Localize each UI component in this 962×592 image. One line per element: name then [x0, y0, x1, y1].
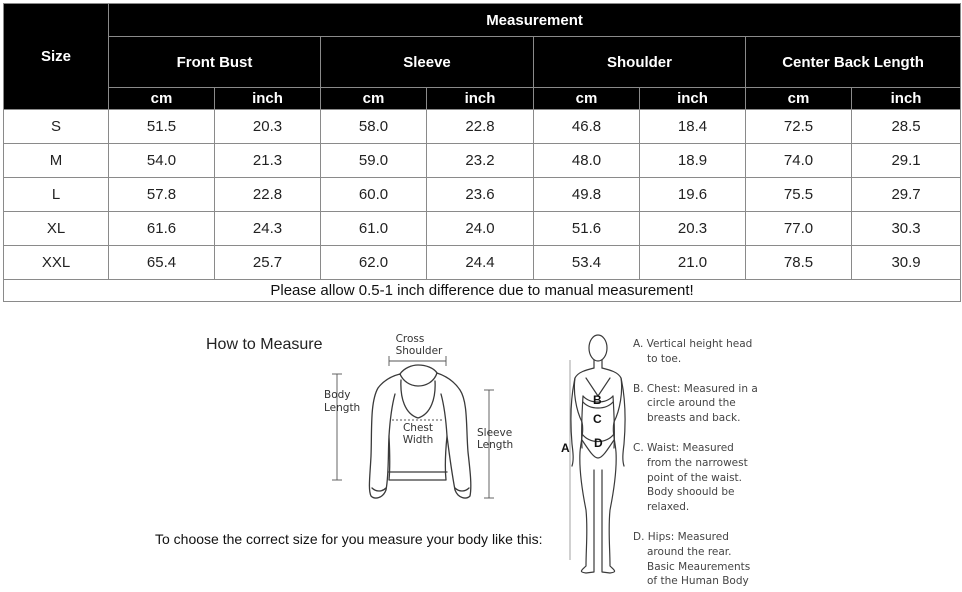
legend-line: to toe. [647, 352, 682, 365]
value-cell: 19.6 [640, 178, 746, 212]
legend-line: Body shoould be [647, 486, 735, 499]
value-cell: 18.4 [640, 110, 746, 144]
value-cell: 65.4 [109, 246, 215, 280]
value-cell: 23.2 [427, 144, 534, 178]
body-length-label-line2: Length [324, 402, 361, 414]
value-cell: 75.5 [746, 178, 852, 212]
value-cell: 57.8 [109, 178, 215, 212]
group-header-front-bust: Front Bust [109, 37, 321, 88]
human-body-illustration [571, 335, 625, 573]
value-cell: 72.5 [746, 110, 852, 144]
legend-item-c [633, 441, 793, 515]
legend-line: A. Vertical height head [633, 338, 753, 350]
value-cell: 24.3 [215, 212, 321, 246]
size-cell: S [4, 110, 109, 144]
legend-line: from the narrowest [647, 456, 748, 469]
marker-d: D [594, 436, 603, 450]
legend-line: of the Human Body [647, 575, 749, 588]
value-cell: 21.3 [215, 144, 321, 178]
value-cell: 24.4 [427, 246, 534, 280]
value-cell: 24.0 [427, 212, 534, 246]
legend-line: Basic Meaurements [647, 560, 751, 573]
unit-header: cm [534, 88, 640, 110]
size-cell: XL [4, 212, 109, 246]
unit-header: cm [321, 88, 427, 110]
value-cell: 23.6 [427, 178, 534, 212]
value-cell: 77.0 [746, 212, 852, 246]
group-header-center-back-length: Center Back Length [746, 37, 961, 88]
legend-item-b [633, 382, 793, 426]
body-measure-legend [633, 337, 793, 592]
value-cell: 28.5 [852, 110, 961, 144]
legend-line: point of the waist. [647, 471, 743, 484]
value-cell: 61.0 [321, 212, 427, 246]
legend-line: around the rear. [647, 545, 732, 558]
value-cell: 58.0 [321, 110, 427, 144]
size-cell: M [4, 144, 109, 178]
value-cell: 60.0 [321, 178, 427, 212]
value-cell: 29.7 [852, 178, 961, 212]
marker-a: A [561, 441, 570, 455]
size-cell: XXL [4, 246, 109, 280]
unit-header: inch [427, 88, 534, 110]
how-to-measure-title: How to Measure [206, 336, 323, 353]
value-cell: 78.5 [746, 246, 852, 280]
size-header: Size [4, 4, 109, 110]
value-cell: 22.8 [215, 178, 321, 212]
value-cell: 54.0 [109, 144, 215, 178]
legend-line: relaxed. [647, 501, 690, 514]
value-cell: 49.8 [534, 178, 640, 212]
legend-item-a [633, 337, 793, 367]
measure-instruction: To choose the correct size for you measure your body like this: [155, 531, 543, 547]
cross-shoulder-label-line2: Shoulder [395, 345, 443, 357]
value-cell: 30.9 [852, 246, 961, 280]
size-cell: L [4, 178, 109, 212]
value-cell: 25.7 [215, 246, 321, 280]
chest-width-label-line2: Width [402, 434, 434, 446]
legend-item-d [633, 530, 793, 589]
value-cell: 20.3 [640, 212, 746, 246]
legend-line: D. Hips: Measured [633, 530, 729, 543]
value-cell: 51.6 [534, 212, 640, 246]
legend-line: B. Chest: Measured in a [633, 382, 758, 395]
group-header-shoulder: Shoulder [534, 37, 746, 88]
value-cell: 18.9 [640, 144, 746, 178]
measurement-header: Measurement [109, 4, 961, 37]
value-cell: 29.1 [852, 144, 961, 178]
value-cell: 48.0 [534, 144, 640, 178]
sleeve-length-label-line1: Sleeve [477, 427, 513, 439]
marker-c: C [593, 412, 602, 426]
value-cell: 53.4 [534, 246, 640, 280]
unit-header: inch [640, 88, 746, 110]
unit-header: inch [215, 88, 321, 110]
legend-line: circle around the [647, 397, 736, 410]
legend-line: C. Waist: Measured [633, 441, 734, 454]
unit-header: cm [109, 88, 215, 110]
cross-shoulder-label-line1: Cross [395, 333, 425, 345]
value-cell: 61.6 [109, 212, 215, 246]
value-cell: 59.0 [321, 144, 427, 178]
body-length-label-line1: Body [324, 389, 351, 401]
group-header-sleeve: Sleeve [321, 37, 534, 88]
value-cell: 30.3 [852, 212, 961, 246]
unit-header: cm [746, 88, 852, 110]
value-cell: 46.8 [534, 110, 640, 144]
marker-b: B [593, 393, 602, 407]
value-cell: 62.0 [321, 246, 427, 280]
value-cell: 51.5 [109, 110, 215, 144]
chest-width-label-line1: Chest [402, 422, 434, 434]
value-cell: 74.0 [746, 144, 852, 178]
unit-header: inch [852, 88, 961, 110]
value-cell: 22.8 [427, 110, 534, 144]
value-cell: 21.0 [640, 246, 746, 280]
legend-line: breasts and back. [647, 412, 741, 425]
sleeve-length-label-line2: Length [477, 439, 514, 451]
measurement-note: Please allow 0.5-1 inch difference due to manual measurement! [4, 280, 961, 302]
value-cell: 20.3 [215, 110, 321, 144]
